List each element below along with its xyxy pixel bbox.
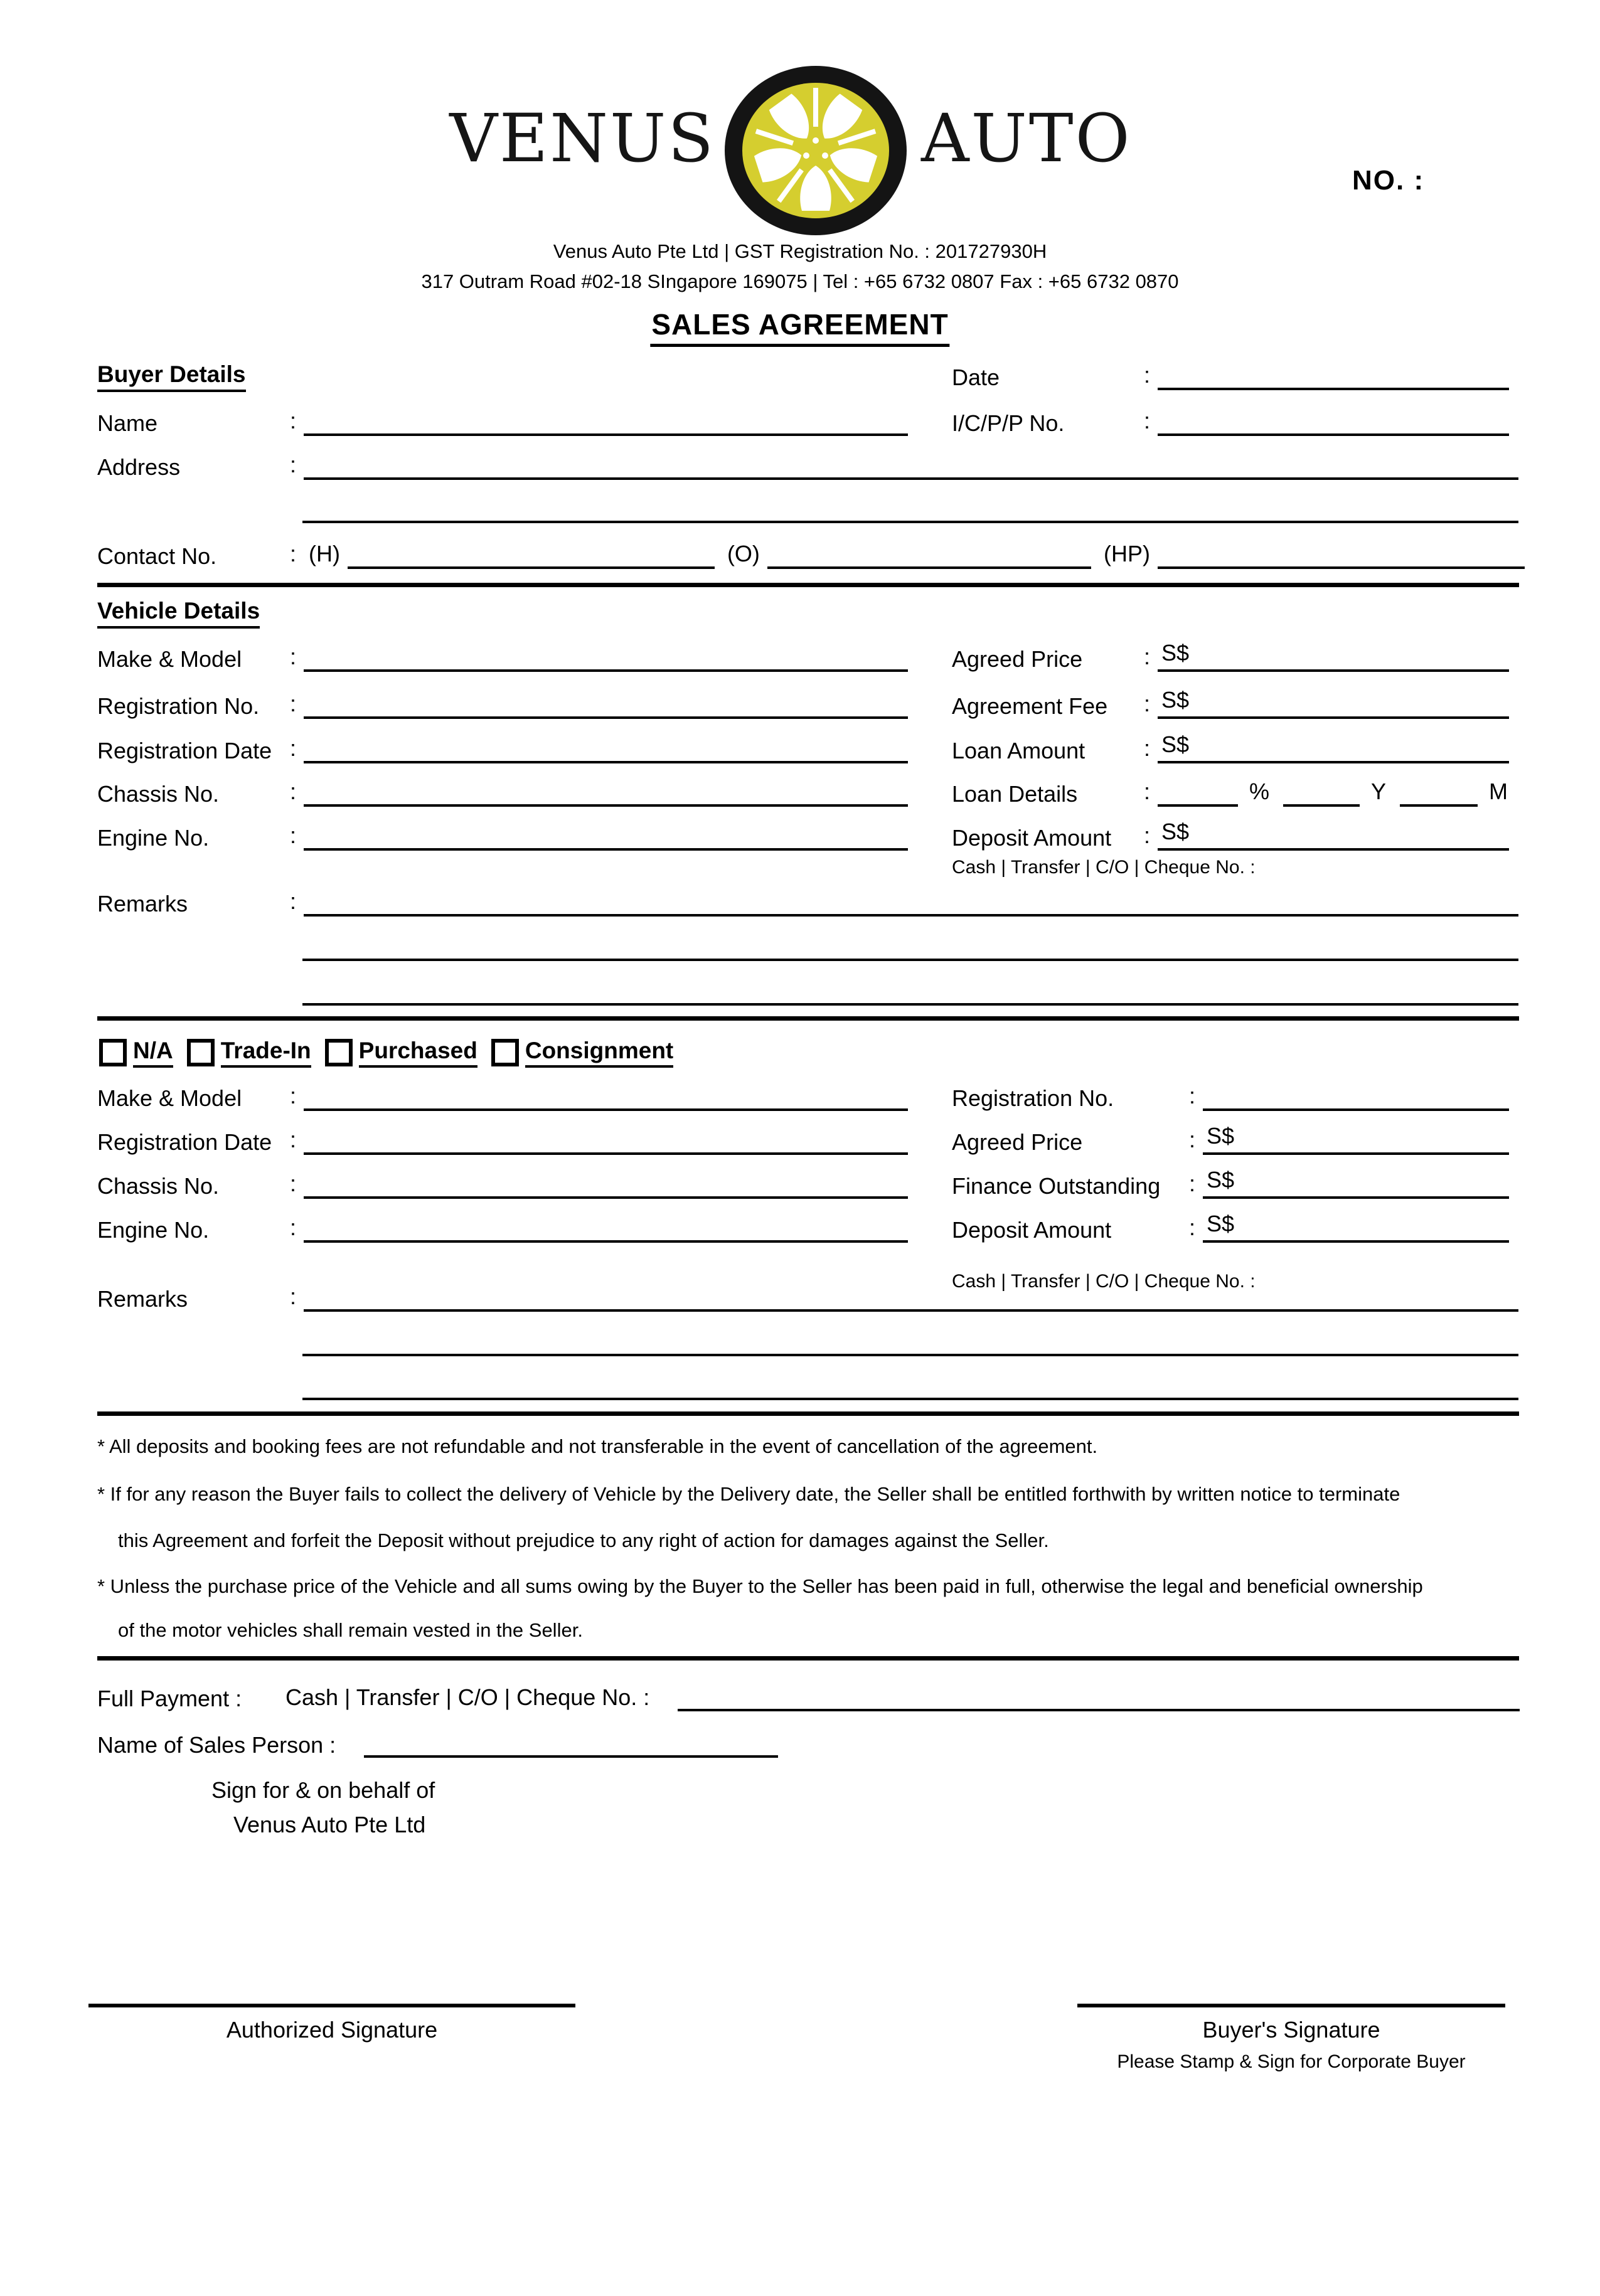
remarks-line3 bbox=[302, 1003, 1518, 1006]
tradein-chassis-no-row bbox=[97, 1167, 908, 1199]
office-phone-label: (O) bbox=[727, 540, 760, 566]
colon: : bbox=[290, 690, 297, 716]
registration-no-label: Registration No. bbox=[97, 693, 260, 719]
terms-line: of the motor vehicles shall remain vested in the Seller. bbox=[118, 1619, 583, 1641]
make-model-line bbox=[304, 1108, 908, 1111]
terms-line: * All deposits and booking fees are not refundable and not transferable in the event of cancellation of the agreement. bbox=[97, 1435, 1098, 1457]
colon: : bbox=[1189, 1082, 1196, 1108]
currency-prefix: S$ bbox=[1161, 686, 1190, 713]
buyer-signature-line bbox=[1077, 2004, 1505, 2007]
agreement-fee-label: Agreement Fee bbox=[952, 693, 1108, 719]
colon: : bbox=[290, 451, 297, 477]
colon: : bbox=[1189, 1170, 1196, 1196]
agreed-price-label: Agreed Price bbox=[952, 1129, 1083, 1155]
chassis-no-row bbox=[97, 775, 908, 807]
remarks-line3 bbox=[302, 1398, 1518, 1400]
home-phone-label: (H) bbox=[309, 540, 340, 566]
colon: : bbox=[290, 822, 297, 848]
remarks-label: Remarks bbox=[97, 890, 188, 917]
colon: : bbox=[290, 407, 297, 433]
cheque-no-line bbox=[678, 1709, 1520, 1711]
full-payment-row bbox=[97, 1680, 1520, 1711]
engine-no-row bbox=[97, 819, 908, 851]
deposit-amount-line bbox=[1158, 819, 1509, 851]
deposit-amount-row bbox=[952, 819, 1509, 851]
purchased-checkbox bbox=[325, 1039, 353, 1066]
office-phone-line bbox=[767, 566, 1091, 569]
trade-in-checkbox bbox=[187, 1039, 215, 1066]
tradein-remarks-row bbox=[97, 1280, 1518, 1312]
vehicle-details-heading: Vehicle Details bbox=[97, 598, 260, 629]
address-field-line bbox=[304, 477, 1518, 480]
section-divider bbox=[97, 1016, 1519, 1021]
colon: : bbox=[1144, 690, 1151, 716]
tradein-engine-no-row bbox=[97, 1211, 908, 1243]
loan-amount-line bbox=[1158, 731, 1509, 763]
section-divider bbox=[97, 1656, 1519, 1661]
year-label: Y bbox=[1371, 778, 1387, 804]
company-info-line1: Venus Auto Pte Ltd | GST Registration No. : 201727930H bbox=[553, 240, 1047, 262]
colon: : bbox=[290, 1126, 297, 1152]
colon: : bbox=[290, 735, 297, 761]
tradein-options-row bbox=[99, 1036, 687, 1069]
name-label: Name bbox=[97, 410, 158, 436]
payment-modes-text: Cash | Transfer | C/O | Cheque No. : bbox=[285, 1684, 650, 1710]
chassis-no-label: Chassis No. bbox=[97, 780, 220, 807]
name-field-line bbox=[304, 433, 908, 436]
engine-no-label: Engine No. bbox=[97, 1216, 210, 1243]
contact-label: Contact No. bbox=[97, 543, 217, 569]
colon: : bbox=[1144, 407, 1151, 433]
colon: : bbox=[290, 1170, 297, 1196]
agreed-price-line bbox=[1203, 1123, 1509, 1155]
colon: : bbox=[1144, 361, 1151, 388]
registration-date-row bbox=[97, 732, 908, 763]
home-phone-line bbox=[348, 566, 715, 569]
month-label: M bbox=[1489, 778, 1508, 804]
authorized-signature-line bbox=[88, 2004, 575, 2007]
currency-prefix: S$ bbox=[1207, 1122, 1235, 1149]
colon: : bbox=[1189, 1214, 1196, 1240]
registration-no-row bbox=[97, 688, 908, 719]
currency-prefix: S$ bbox=[1161, 818, 1190, 844]
remarks-line1 bbox=[304, 914, 1518, 917]
date-row bbox=[952, 359, 1509, 390]
sign-behalf-line1: Sign for & on behalf of bbox=[211, 1777, 435, 1803]
section-divider bbox=[97, 1411, 1519, 1416]
colon: : bbox=[290, 1214, 297, 1240]
finance-outstanding-label: Finance Outstanding bbox=[952, 1172, 1161, 1199]
currency-prefix: S$ bbox=[1161, 731, 1190, 757]
remarks-line2 bbox=[302, 959, 1518, 961]
document-number-label: NO. : bbox=[1352, 165, 1425, 196]
sales-person-row bbox=[97, 1726, 907, 1758]
registration-no-line bbox=[304, 716, 908, 719]
engine-no-line bbox=[304, 1240, 908, 1243]
tradein-make-model-row bbox=[97, 1080, 908, 1111]
stamp-note: Please Stamp & Sign for Corporate Buyer bbox=[1117, 2051, 1466, 2072]
payment-modes-note: Cash | Transfer | C/O | Cheque No. : bbox=[952, 1271, 1256, 1292]
registration-date-line bbox=[304, 761, 908, 763]
deposit-amount-label: Deposit Amount bbox=[952, 824, 1112, 851]
deposit-amount-label: Deposit Amount bbox=[952, 1216, 1112, 1243]
section-divider bbox=[97, 583, 1519, 587]
loan-details-label: Loan Details bbox=[952, 780, 1078, 807]
remarks-label: Remarks bbox=[97, 1285, 188, 1312]
agreed-price-line bbox=[1158, 640, 1509, 672]
percent-label: % bbox=[1249, 778, 1270, 804]
purchased-label: Purchased bbox=[359, 1038, 477, 1068]
terms-line: * If for any reason the Buyer fails to collect the delivery of Vehicle by the Delivery date, the Seller shall be entitled forthwith by written notice to terminate bbox=[97, 1483, 1400, 1505]
agreed-price-label: Agreed Price bbox=[952, 646, 1083, 672]
authorized-signature-label: Authorized Signature bbox=[226, 2017, 438, 2043]
remarks-row bbox=[97, 885, 1518, 917]
consignment-checkbox bbox=[491, 1039, 519, 1066]
consignment-label: Consignment bbox=[525, 1038, 673, 1068]
icpp-field-line bbox=[1158, 433, 1509, 436]
currency-prefix: S$ bbox=[1161, 639, 1190, 666]
handphone-line bbox=[1158, 566, 1525, 569]
full-payment-label: Full Payment : bbox=[97, 1685, 242, 1711]
agreement-fee-row bbox=[952, 688, 1509, 719]
registration-date-label: Registration Date bbox=[97, 1129, 272, 1155]
name-row bbox=[97, 405, 908, 436]
make-model-label: Make & Model bbox=[97, 646, 242, 672]
buyer-signature-label: Buyer's Signature bbox=[1202, 2017, 1380, 2043]
terms-line: * Unless the purchase price of the Vehicle and all sums owing by the Buyer to the Seller has been paid in full, otherwise the legal and beneficial ownership bbox=[97, 1575, 1423, 1597]
icpp-label: I/C/P/P No. bbox=[952, 410, 1065, 436]
colon: : bbox=[290, 1082, 297, 1108]
loan-amount-label: Loan Amount bbox=[952, 737, 1085, 763]
contact-row bbox=[97, 538, 1525, 569]
registration-date-line bbox=[304, 1152, 908, 1155]
terms-line: this Agreement and forfeit the Deposit without prejudice to any right of action for damages against the Seller. bbox=[118, 1529, 1049, 1551]
tradein-deposit-amount-row bbox=[952, 1211, 1509, 1243]
make-model-row bbox=[97, 640, 908, 672]
engine-no-label: Engine No. bbox=[97, 824, 210, 851]
date-label: Date bbox=[952, 364, 1000, 390]
loan-years-line bbox=[1283, 804, 1360, 807]
buyer-details-heading: Buyer Details bbox=[97, 361, 246, 392]
agreed-price-row bbox=[952, 640, 1509, 672]
tradein-agreed-price-row bbox=[952, 1124, 1509, 1155]
sales-person-label: Name of Sales Person : bbox=[97, 1731, 336, 1758]
logo-text-auto: AUTO bbox=[921, 100, 1132, 177]
agreement-fee-line bbox=[1158, 687, 1509, 719]
colon: : bbox=[1144, 643, 1151, 669]
wheel-logo-icon bbox=[723, 64, 909, 237]
colon: : bbox=[290, 1283, 297, 1309]
registration-date-label: Registration Date bbox=[97, 737, 272, 763]
address-field-line2 bbox=[302, 521, 1518, 523]
tradein-registration-no-row bbox=[952, 1080, 1509, 1111]
payment-modes-note: Cash | Transfer | C/O | Cheque No. : bbox=[952, 857, 1256, 878]
sign-behalf-line2: Venus Auto Pte Ltd bbox=[233, 1812, 426, 1837]
colon: : bbox=[290, 888, 297, 914]
colon: : bbox=[290, 778, 297, 804]
address-row bbox=[97, 449, 1518, 480]
colon: : bbox=[1189, 1126, 1196, 1152]
date-field-line bbox=[1158, 388, 1509, 390]
trade-in-label: Trade-In bbox=[221, 1038, 311, 1068]
loan-percent-line bbox=[1158, 804, 1238, 807]
logo-text-venus: VENUS bbox=[449, 100, 715, 177]
sales-person-line bbox=[364, 1755, 778, 1758]
chassis-no-line bbox=[304, 1196, 908, 1199]
colon: : bbox=[1144, 778, 1151, 804]
page-title: SALES AGREEMENT bbox=[650, 307, 949, 347]
colon: : bbox=[290, 540, 297, 566]
colon: : bbox=[1144, 735, 1151, 761]
chassis-no-line bbox=[304, 804, 908, 807]
company-info-line2: 317 Outram Road #02-18 SIngapore 169075 | Tel : +65 6732 0807 Fax : +65 6732 0870 bbox=[421, 270, 1179, 292]
handphone-label: (HP) bbox=[1104, 540, 1151, 566]
engine-no-line bbox=[304, 848, 908, 851]
remarks-line2 bbox=[302, 1354, 1518, 1356]
make-model-label: Make & Model bbox=[97, 1085, 242, 1111]
loan-months-line bbox=[1400, 804, 1478, 807]
finance-outstanding-row bbox=[952, 1167, 1509, 1199]
colon: : bbox=[1144, 822, 1151, 848]
loan-details-row bbox=[952, 775, 1509, 807]
currency-prefix: S$ bbox=[1207, 1166, 1235, 1193]
finance-outstanding-line bbox=[1203, 1167, 1509, 1199]
registration-no-line bbox=[1203, 1108, 1509, 1111]
address-label: Address bbox=[97, 454, 181, 480]
tradein-registration-date-row bbox=[97, 1124, 908, 1155]
deposit-amount-line bbox=[1203, 1211, 1509, 1243]
remarks-line1 bbox=[304, 1309, 1518, 1312]
na-checkbox bbox=[99, 1039, 127, 1066]
chassis-no-label: Chassis No. bbox=[97, 1172, 220, 1199]
icpp-row bbox=[952, 405, 1509, 436]
na-label: N/A bbox=[133, 1038, 173, 1068]
currency-prefix: S$ bbox=[1207, 1210, 1235, 1236]
make-model-line bbox=[304, 669, 908, 672]
colon: : bbox=[290, 643, 297, 669]
registration-no-label: Registration No. bbox=[952, 1085, 1114, 1111]
loan-amount-row bbox=[952, 732, 1509, 763]
